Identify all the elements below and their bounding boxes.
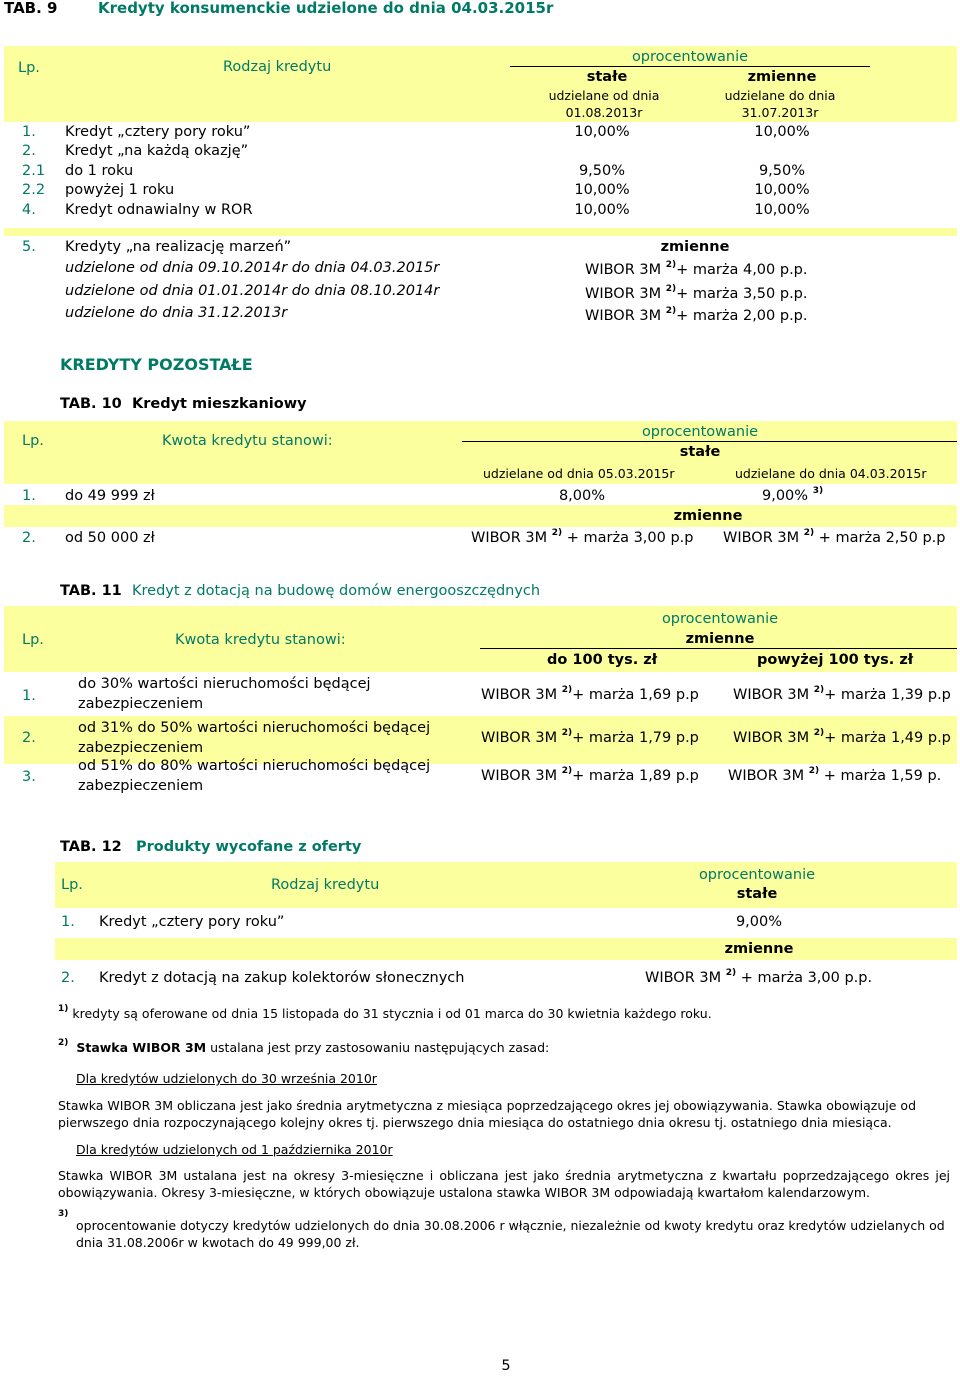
table-row-name: Kredyt z dotacją na zakup kolektorów słonecznych xyxy=(99,970,465,986)
table-row-name: od 31% do 50% wartości nieruchomości będącej xyxy=(78,720,431,736)
section-title: KREDYTY POZOSTAŁE xyxy=(60,355,253,374)
tab9-hdr-rule xyxy=(510,66,870,67)
table-row-name: Kredyt „cztery pory roku” xyxy=(99,914,285,930)
tab11-row-v2: WIBOR 3M $^{2)}$+ marża 1,39 p.p xyxy=(733,685,951,703)
footnote-3-marker: 3) xyxy=(58,1209,69,1219)
table-row-zmienne: 9,50% xyxy=(758,163,806,179)
tab9-hdr-stale-sub2: 01.08.2013r xyxy=(565,105,643,120)
tab9-r5-zmienne: zmienne xyxy=(660,239,730,255)
table-row-name: do 1 roku xyxy=(65,163,134,179)
footnote-2-para-b: Stawka WIBOR 3M ustalana jest na okresy 3-miesięczne i obliczana jest jako średnia arytmetyczna z kwartału poprzedzającego okres jej obowiązywania. Okresy 3-miesięczne, w których obowiązuje ustalona stawka WIBOR 3M odpowiadają kwartałom kalendarzowym. xyxy=(58,1168,950,1200)
table-row-lp: 1. xyxy=(22,488,36,504)
tab9-r5-sub-value: WIBOR 3M $^{2)}$+ marża 2,00 p.p. xyxy=(585,306,808,324)
table-row-zmienne: 10,00% xyxy=(754,182,810,198)
table-row-stale: 10,00% xyxy=(574,202,630,218)
tab9-hdr-stale-sub1: udzielane od dnia xyxy=(548,88,660,103)
tab11-row-v1: WIBOR 3M $^{2)}$+ marża 1,89 p.p xyxy=(481,766,699,784)
tab9-r5-sub-label: udzielone od dnia 09.10.2014r do dnia 04.03.2015r xyxy=(65,260,440,276)
tab9-hdr-lp: Lp. xyxy=(18,60,40,76)
table-row-value: 9,00% xyxy=(735,914,783,930)
tab10-hdr-lp: Lp. xyxy=(22,433,44,449)
table-row-lp: 2. xyxy=(61,970,75,986)
tab9-hdr-zmienne-sub2: 31.07.2013r xyxy=(741,105,819,120)
table-row-name-cont: zabezpieczeniem xyxy=(78,778,204,794)
tab10-hdr-oprocentowanie: oprocentowanie xyxy=(641,424,759,440)
tab12-hdr-stale: stałe xyxy=(736,886,778,902)
tab11-hdr-kwota: Kwota kredytu stanowi: xyxy=(175,632,346,648)
tab12-title: Produkty wycofane z oferty xyxy=(136,839,362,855)
tab10-r2-v1: WIBOR 3M $^{2)}$ + marża 3,00 p.p xyxy=(471,528,694,546)
tab12-number: TAB. 12 xyxy=(60,839,122,855)
tab10-hdr-zmienne: zmienne xyxy=(673,508,743,524)
tab10-r1-v2: 9,00% $^{3)}$ xyxy=(762,486,824,504)
footnote-2-subhead-a: Dla kredytów udzielonych do 30 września 2010r xyxy=(76,1071,377,1086)
tab9-r5-sub-label: udzielone do dnia 31.12.2013r xyxy=(65,305,288,321)
table-row-name: od 51% do 80% wartości nieruchomości będącej xyxy=(78,758,431,774)
tab9-hdr-rodzaj: Rodzaj kredytu xyxy=(223,59,332,75)
tab10-r2-v2: WIBOR 3M $^{2)}$ + marża 2,50 p.p xyxy=(723,528,946,546)
table-row-name: Kredyt „cztery pory roku” xyxy=(65,124,251,140)
tab12-hdr-rodzaj: Rodzaj kredytu xyxy=(271,877,380,893)
tab12-header-band xyxy=(55,862,957,908)
footnote-3: oprocentowanie dotyczy kredytów udzielonych do dnia 30.08.2006 r włącznie, niezależnie od kwoty kredytu oraz kredytów udzielanych od dnia 31.08.2006r w kwotach do 49 999,00 zł. xyxy=(76,1218,945,1250)
tab10-hdr-rule xyxy=(462,441,957,442)
footnote-2-subhead-b: Dla kredytów udzielonych od 1 października 2010r xyxy=(76,1142,393,1157)
table-row-lp: 2. xyxy=(22,730,36,746)
table-row-stale: 9,50% xyxy=(578,163,626,179)
table-row-zmienne: 10,00% xyxy=(754,202,810,218)
table-row-value: WIBOR 3M $^{2)}$ + marża 3,00 p.p. xyxy=(645,968,873,986)
footnote-1: $^{1)}$ kredyty są oferowane od dnia 15 listopada do 31 stycznia i od 01 marca do 30 kwietnia każdego roku. xyxy=(58,1004,712,1021)
tab9-title: Kredyty konsumenckie udzielone do dnia 04.03.2015r xyxy=(98,0,554,17)
tab11-hdr-sub2: powyżej 100 tys. zł xyxy=(757,652,914,668)
table-row-name-cont: zabezpieczeniem xyxy=(78,696,204,712)
tab9-hdr-oprocentowanie: oprocentowanie xyxy=(631,49,749,65)
tab11-hdr-sub1: do 100 tys. zł xyxy=(547,652,658,668)
tab11-hdr-lp: Lp. xyxy=(22,632,44,648)
table-row-name: do 49 999 zł xyxy=(65,488,155,504)
table-row-lp: 3. xyxy=(22,769,36,785)
table-row-lp: 1. xyxy=(61,914,75,930)
table-row-name: od 50 000 zł xyxy=(65,530,155,546)
table-row-lp: 5. xyxy=(22,239,36,255)
tab12-hdr-lp: Lp. xyxy=(61,877,83,893)
table-row-name: Kredyty „na realizację marzeń” xyxy=(65,239,292,255)
table-row-name: do 30% wartości nieruchomości będącej xyxy=(78,676,371,692)
table-row-lp: 2.1 xyxy=(22,163,46,179)
footnote-2-para-a: Stawka WIBOR 3M obliczana jest jako średnia arytmetyczna z miesiąca poprzedzającego okres jej obowiązywania. Stawka obowiązuje od pierwszego dnia rozpoczynającego kolejny okres tj. pierwszego dnia miesiąca do ostatniego dnia okresu tj. ostatniego dnia miesiąca. xyxy=(58,1098,917,1130)
tab9-hdr-stale: stałe xyxy=(586,69,628,85)
tab11-hdr-zmienne: zmienne xyxy=(685,631,755,647)
tab9-number: TAB. 9 xyxy=(4,0,58,17)
tab11-hdr-rule xyxy=(480,648,957,649)
tab11-number: TAB. 11 xyxy=(60,583,122,599)
table-row-name: Kredyt „na każdą okazję” xyxy=(65,143,249,159)
tab11-row-v1: WIBOR 3M $^{2)}$+ marża 1,79 p.p xyxy=(481,728,699,746)
table-row-lp: 2.2 xyxy=(22,182,46,198)
tab11-row-v2: WIBOR 3M $^{2)}$ + marża 1,59 p. xyxy=(728,766,942,784)
tab10-number: TAB. 10 xyxy=(60,396,122,412)
tab12-zmienne-band xyxy=(55,938,957,960)
tab9-r5-sub-value: WIBOR 3M $^{2)}$+ marża 4,00 p.p. xyxy=(585,260,808,278)
table-row-stale: 10,00% xyxy=(574,182,630,198)
table-row-lp: 1. xyxy=(22,688,36,704)
table-row-lp: 2. xyxy=(22,530,36,546)
tab10-r1-v1: 8,00% xyxy=(558,488,606,504)
tab10-hdr-stale: stałe xyxy=(679,444,721,460)
table-row-name-cont: zabezpieczeniem xyxy=(78,740,204,756)
table-row-stale: 10,00% xyxy=(574,124,630,140)
table-row-name: Kredyt odnawialny w ROR xyxy=(65,202,253,218)
tab9-r5-sub-label: udzielone od dnia 01.01.2014r do dnia 08.10.2014r xyxy=(65,283,440,299)
tab10-title: Kredyt mieszkaniowy xyxy=(132,396,307,412)
table-row-name: powyżej 1 roku xyxy=(65,182,175,198)
page-number: 5 xyxy=(501,1358,511,1374)
tab10-hdr-sub2: udzielane do dnia 04.03.2015r xyxy=(735,466,927,481)
tab10-zmienne-band xyxy=(4,505,957,527)
table-row-lp: 4. xyxy=(22,202,36,218)
tab11-row-v1: WIBOR 3M $^{2)}$+ marża 1,69 p.p xyxy=(481,685,699,703)
table-row-lp: 2. xyxy=(22,143,36,159)
tab9-r5-sub-value: WIBOR 3M $^{2)}$+ marża 3,50 p.p. xyxy=(585,284,808,302)
tab9-separator-band xyxy=(4,228,957,236)
table-row-zmienne: 10,00% xyxy=(754,124,810,140)
tab11-title: Kredyt z dotacją na budowę domów energooszczędnych xyxy=(132,583,541,599)
tab12-hdr-oprocentowanie: oprocentowanie xyxy=(698,867,816,883)
footnote-2: $^{2)}$ Stawka WIBOR 3M ustalana jest przy zastosowaniu następujących zasad: xyxy=(58,1038,550,1055)
tab11-hdr-oprocentowanie: oprocentowanie xyxy=(661,611,779,627)
tab9-hdr-zmienne-sub1: udzielane do dnia xyxy=(724,88,836,103)
table-row-lp: 1. xyxy=(22,124,36,140)
tab10-hdr-kwota: Kwota kredytu stanowi: xyxy=(162,433,333,449)
tab11-row-v2: WIBOR 3M $^{2)}$+ marża 1,49 p.p xyxy=(733,728,951,746)
tab9-hdr-zmienne: zmienne xyxy=(747,69,817,85)
tab10-hdr-sub1: udzielane od dnia 05.03.2015r xyxy=(483,466,675,481)
tab12-hdr-zmienne: zmienne xyxy=(724,941,794,957)
